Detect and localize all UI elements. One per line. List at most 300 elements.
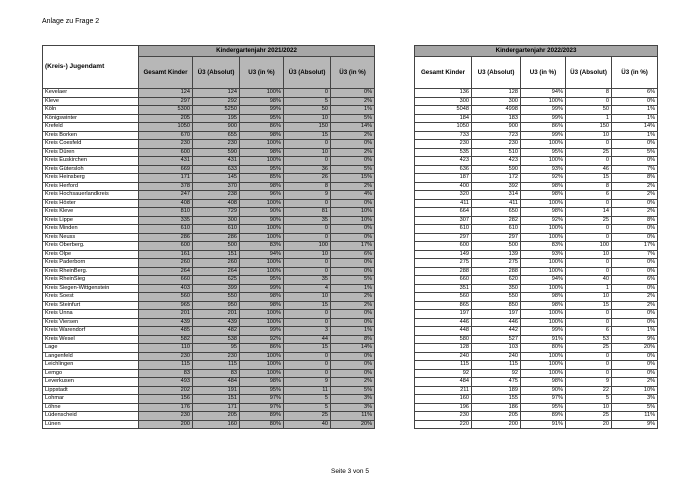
cell-value: 400 <box>415 182 472 191</box>
cell-value: 98% <box>240 182 284 191</box>
table-row <box>415 301 658 310</box>
table-row <box>415 97 658 106</box>
cell-value: 100% <box>521 140 566 149</box>
cell-value: 538 <box>193 335 240 344</box>
cell-value: 80% <box>240 420 284 429</box>
cell-value: 83% <box>521 242 566 251</box>
row-name: Lippstadt <box>43 386 139 395</box>
cell-value: 411 <box>415 199 472 208</box>
row-name: Kreis Minden <box>43 225 139 234</box>
cell-value: 600 <box>139 148 193 157</box>
cell-value: 0 <box>284 233 331 242</box>
cell-value: 297 <box>139 97 193 106</box>
row-name: Kevelaer <box>43 89 139 98</box>
cell-value: 211 <box>415 386 472 395</box>
cell-value: 723 <box>472 131 521 140</box>
row-name: Kreis Borken <box>43 131 139 140</box>
table-row <box>415 216 658 225</box>
cell-value: 965 <box>139 301 193 310</box>
table-row <box>415 284 658 293</box>
cell-value: 590 <box>472 165 521 174</box>
cell-value: 399 <box>193 284 240 293</box>
table-row <box>415 131 658 140</box>
cell-value: 582 <box>139 335 193 344</box>
column-header: Gesamt Kinder <box>415 57 472 89</box>
cell-value: 10 <box>284 114 331 123</box>
table-row <box>415 412 658 421</box>
cell-value: 900 <box>193 123 240 132</box>
cell-value: 10 <box>284 148 331 157</box>
cell-value: 484 <box>415 378 472 387</box>
cell-value: 100% <box>240 157 284 166</box>
row-name: Kreis Siegen-Wittgenstein <box>43 284 139 293</box>
cell-value: 0 <box>566 233 612 242</box>
cell-value: 25 <box>566 344 612 353</box>
table-row <box>43 148 375 157</box>
cell-value: 98% <box>240 378 284 387</box>
cell-value: 92 <box>415 369 472 378</box>
cell-value: 95% <box>240 386 284 395</box>
cell-value: 1050 <box>415 123 472 132</box>
cell-value: 99% <box>240 284 284 293</box>
row-name: Kreis RheinBerg. <box>43 267 139 276</box>
cell-value: 89% <box>521 412 566 421</box>
table-row <box>415 327 658 336</box>
table-row <box>43 403 375 412</box>
right-table <box>414 45 658 429</box>
cell-value: 950 <box>193 301 240 310</box>
cell-value: 97% <box>521 395 566 404</box>
page-footer: Seite 3 von 5 <box>331 468 369 475</box>
cell-value: 2% <box>612 191 658 200</box>
cell-value: 0 <box>284 225 331 234</box>
table-row <box>43 361 375 370</box>
cell-value: 5 <box>284 403 331 412</box>
cell-value: 205 <box>472 412 521 421</box>
row-name: Kleve <box>43 97 139 106</box>
row-name: Köln <box>43 106 139 115</box>
row-name: Kreis Coesfeld <box>43 140 139 149</box>
cell-value: 535 <box>415 148 472 157</box>
cell-value: 482 <box>193 327 240 336</box>
cell-value: 7% <box>612 165 658 174</box>
cell-value: 3% <box>612 395 658 404</box>
column-header: Gesamt Kinder <box>139 57 193 89</box>
cell-value: 92 <box>472 369 521 378</box>
cell-value: 95% <box>521 148 566 157</box>
cell-value: 100% <box>240 267 284 276</box>
cell-value: 850 <box>472 301 521 310</box>
cell-value: 8 <box>566 182 612 191</box>
cell-value: 264 <box>193 267 240 276</box>
cell-value: 97% <box>240 403 284 412</box>
cell-value: 510 <box>472 148 521 157</box>
cell-value: 1% <box>612 106 658 115</box>
cell-value: 448 <box>415 327 472 336</box>
cell-value: 100% <box>521 310 566 319</box>
cell-value: 0% <box>331 369 375 378</box>
cell-value: 92% <box>240 335 284 344</box>
cell-value: 2% <box>331 301 375 310</box>
cell-value: 408 <box>193 199 240 208</box>
column-header: Ü3 (Absolut) <box>284 57 331 89</box>
cell-value: 500 <box>193 242 240 251</box>
cell-value: 100% <box>521 369 566 378</box>
cell-value: 230 <box>139 352 193 361</box>
table-row <box>415 174 658 183</box>
cell-value: 161 <box>139 250 193 259</box>
cell-value: 5% <box>612 148 658 157</box>
table-row <box>415 114 658 123</box>
cell-value: 15 <box>566 301 612 310</box>
cell-value: 128 <box>472 89 521 98</box>
cell-value: 1% <box>331 106 375 115</box>
cell-value: 5 <box>284 97 331 106</box>
cell-value: 100% <box>521 259 566 268</box>
table-row <box>43 395 375 404</box>
table-row <box>415 395 658 404</box>
cell-value: 1% <box>331 284 375 293</box>
table-row <box>43 174 375 183</box>
cell-value: 484 <box>193 378 240 387</box>
row-name: Kreis Oberberg. <box>43 242 139 251</box>
cell-value: 95 <box>193 344 240 353</box>
row-name: Lage <box>43 344 139 353</box>
table-row <box>43 123 375 132</box>
cell-value: 260 <box>139 259 193 268</box>
cell-value: 590 <box>193 148 240 157</box>
table-row <box>43 233 375 242</box>
table-row <box>415 233 658 242</box>
cell-value: 411 <box>472 199 521 208</box>
cell-value: 15 <box>284 301 331 310</box>
cell-value: 98% <box>521 208 566 217</box>
cell-value: 50 <box>566 106 612 115</box>
cell-value: 378 <box>139 182 193 191</box>
cell-value: 230 <box>193 352 240 361</box>
cell-value: 25 <box>566 148 612 157</box>
cell-value: 6% <box>331 250 375 259</box>
column-header: U3 (in %) <box>521 57 566 89</box>
row-name: Kreis Heinsberg <box>43 174 139 183</box>
cell-value: 201 <box>139 310 193 319</box>
cell-value: 100 <box>284 242 331 251</box>
cell-value: 247 <box>139 191 193 200</box>
cell-value: 550 <box>193 293 240 302</box>
row-name: Kreis Viersen <box>43 318 139 327</box>
cell-value: 5% <box>612 403 658 412</box>
cell-value: 6% <box>612 89 658 98</box>
cell-value: 100% <box>521 361 566 370</box>
cell-value: 0% <box>331 267 375 276</box>
cell-value: 83 <box>139 369 193 378</box>
cell-value: 0 <box>566 157 612 166</box>
cell-value: 100% <box>521 225 566 234</box>
cell-value: 3 <box>284 327 331 336</box>
cell-value: 240 <box>472 352 521 361</box>
table-row <box>43 199 375 208</box>
cell-value: 98% <box>521 191 566 200</box>
row-name: Kreis Neuss <box>43 233 139 242</box>
table-row <box>43 208 375 217</box>
cell-value: 0 <box>284 199 331 208</box>
cell-value: 40 <box>566 276 612 285</box>
cell-value: 0 <box>284 267 331 276</box>
cell-value: 442 <box>472 327 521 336</box>
cell-value: 729 <box>193 208 240 217</box>
cell-value: 580 <box>415 335 472 344</box>
cell-value: 98% <box>240 97 284 106</box>
cell-value: 98% <box>240 148 284 157</box>
cell-value: 2% <box>612 208 658 217</box>
cell-value: 439 <box>139 318 193 327</box>
corner-label: (Kreis-) Jugendamt <box>43 46 139 89</box>
cell-value: 35 <box>284 216 331 225</box>
cell-value: 0 <box>284 352 331 361</box>
cell-value: 2% <box>612 301 658 310</box>
row-name: Krefeld <box>43 123 139 132</box>
cell-value: 95% <box>240 165 284 174</box>
cell-value: 83% <box>240 242 284 251</box>
cell-value: 139 <box>472 250 521 259</box>
cell-value: 0% <box>612 361 658 370</box>
cell-value: 92% <box>521 216 566 225</box>
cell-value: 8 <box>566 89 612 98</box>
row-name: Lüdenscheid <box>43 412 139 421</box>
table-row <box>415 250 658 259</box>
table-row <box>415 208 658 217</box>
table-row <box>43 310 375 319</box>
cell-value: 865 <box>415 301 472 310</box>
cell-value: 0 <box>566 259 612 268</box>
cell-value: 5300 <box>139 106 193 115</box>
cell-value: 264 <box>139 267 193 276</box>
cell-value: 5048 <box>415 106 472 115</box>
cell-value: 0% <box>612 310 658 319</box>
cell-value: 156 <box>139 395 193 404</box>
cell-value: 0 <box>566 225 612 234</box>
cell-value: 550 <box>472 293 521 302</box>
table-row <box>43 259 375 268</box>
row-name: Kreis Olpe <box>43 250 139 259</box>
cell-value: 100% <box>521 199 566 208</box>
cell-value: 94% <box>240 250 284 259</box>
cell-value: 184 <box>415 114 472 123</box>
table-row <box>415 165 658 174</box>
cell-value: 100 <box>566 242 612 251</box>
row-name: Kreis Lippe <box>43 216 139 225</box>
cell-value: 86% <box>521 123 566 132</box>
cell-value: 475 <box>472 378 521 387</box>
cell-value: 370 <box>193 182 240 191</box>
cell-value: 5% <box>331 276 375 285</box>
table-row <box>43 378 375 387</box>
row-name: Leichlingen <box>43 361 139 370</box>
cell-value: 230 <box>193 140 240 149</box>
cell-value: 15 <box>566 174 612 183</box>
cell-value: 5 <box>566 395 612 404</box>
cell-value: 0% <box>331 140 375 149</box>
table-row <box>415 361 658 370</box>
table-row <box>43 420 375 429</box>
cell-value: 288 <box>472 267 521 276</box>
cell-value: 0% <box>331 233 375 242</box>
cell-value: 100% <box>521 157 566 166</box>
cell-value: 0% <box>331 157 375 166</box>
cell-value: 95% <box>240 276 284 285</box>
cell-value: 97% <box>240 395 284 404</box>
table-row <box>415 157 658 166</box>
cell-value: 0% <box>612 199 658 208</box>
cell-value: 610 <box>193 225 240 234</box>
table-row <box>415 182 658 191</box>
cell-value: 1 <box>566 114 612 123</box>
cell-value: 664 <box>415 208 472 217</box>
cell-value: 91% <box>521 335 566 344</box>
cell-value: 240 <box>415 352 472 361</box>
cell-value: 90% <box>240 216 284 225</box>
cell-value: 22 <box>566 386 612 395</box>
cell-value: 2% <box>612 182 658 191</box>
table-row <box>415 335 658 344</box>
cell-value: 0% <box>612 233 658 242</box>
cell-value: 314 <box>472 191 521 200</box>
cell-value: 220 <box>415 420 472 429</box>
cell-value: 81 <box>284 208 331 217</box>
table-row <box>415 199 658 208</box>
cell-value: 560 <box>415 293 472 302</box>
cell-value: 171 <box>193 403 240 412</box>
table-row <box>43 335 375 344</box>
cell-value: 0 <box>566 369 612 378</box>
row-name: Kreis Herford <box>43 182 139 191</box>
cell-value: 633 <box>193 165 240 174</box>
column-header: Ü3 (in %) <box>612 57 658 89</box>
group-title-2022: Kindergartenjahr 2022/2023 <box>415 46 658 57</box>
cell-value: 98% <box>521 293 566 302</box>
cell-value: 100% <box>240 225 284 234</box>
table-row <box>43 284 375 293</box>
cell-value: 335 <box>139 216 193 225</box>
cell-value: 17% <box>612 242 658 251</box>
table-row <box>415 369 658 378</box>
cell-value: 625 <box>193 276 240 285</box>
cell-value: 95% <box>521 403 566 412</box>
cell-value: 6% <box>612 276 658 285</box>
cell-value: 4% <box>331 191 375 200</box>
cell-value: 136 <box>415 89 472 98</box>
cell-value: 9% <box>612 420 658 429</box>
cell-value: 171 <box>139 174 193 183</box>
row-name: Kreis Düren <box>43 148 139 157</box>
cell-value: 98% <box>521 378 566 387</box>
cell-value: 11 <box>284 386 331 395</box>
cell-value: 610 <box>415 225 472 234</box>
table-row <box>43 216 375 225</box>
cell-value: 351 <box>415 284 472 293</box>
cell-value: 230 <box>415 140 472 149</box>
cell-value: 423 <box>472 157 521 166</box>
cell-value: 86% <box>240 123 284 132</box>
cell-value: 8 <box>284 182 331 191</box>
cell-value: 1% <box>612 131 658 140</box>
cell-value: 446 <box>472 318 521 327</box>
cell-value: 5250 <box>193 106 240 115</box>
cell-value: 4998 <box>472 106 521 115</box>
cell-value: 10 <box>566 403 612 412</box>
cell-value: 191 <box>193 386 240 395</box>
cell-value: 0% <box>331 352 375 361</box>
cell-value: 14% <box>331 123 375 132</box>
cell-value: 93% <box>521 165 566 174</box>
column-header: U3 (Absolut) <box>472 57 521 89</box>
cell-value: 230 <box>415 412 472 421</box>
cell-value: 172 <box>472 174 521 183</box>
cell-value: 0 <box>566 267 612 276</box>
cell-value: 103 <box>472 344 521 353</box>
cell-value: 1 <box>566 284 612 293</box>
cell-value: 230 <box>139 140 193 149</box>
cell-value: 40 <box>284 420 331 429</box>
cell-value: 115 <box>139 361 193 370</box>
cell-value: 6 <box>566 191 612 200</box>
row-name: Kreis Warendorf <box>43 327 139 336</box>
column-header: Ü3 (Absolut) <box>566 57 612 89</box>
cell-value: 100% <box>240 369 284 378</box>
cell-value: 408 <box>139 199 193 208</box>
cell-value: 85% <box>240 174 284 183</box>
cell-value: 205 <box>139 114 193 123</box>
annex-title: Anlage zu Frage 2 <box>42 18 100 25</box>
cell-value: 300 <box>415 97 472 106</box>
cell-value: 151 <box>193 250 240 259</box>
table-row <box>43 250 375 259</box>
cell-value: 0 <box>284 157 331 166</box>
cell-value: 100% <box>521 284 566 293</box>
table-row <box>43 97 375 106</box>
cell-value: 98% <box>240 131 284 140</box>
cell-value: 0% <box>612 140 658 149</box>
cell-value: 100% <box>521 352 566 361</box>
row-name: Lünen <box>43 420 139 429</box>
cell-value: 660 <box>415 276 472 285</box>
cell-value: 2% <box>331 97 375 106</box>
cell-value: 26 <box>284 174 331 183</box>
cell-value: 403 <box>139 284 193 293</box>
cell-value: 1% <box>612 327 658 336</box>
cell-value: 100% <box>240 140 284 149</box>
cell-value: 2% <box>331 293 375 302</box>
cell-value: 36 <box>284 165 331 174</box>
cell-value: 86% <box>240 344 284 353</box>
cell-value: 150 <box>284 123 331 132</box>
table-row <box>43 157 375 166</box>
table-row <box>415 191 658 200</box>
cell-value: 0% <box>612 259 658 268</box>
cell-value: 100% <box>240 233 284 242</box>
table-row <box>415 386 658 395</box>
table-row <box>415 140 658 149</box>
cell-value: 560 <box>139 293 193 302</box>
table-row <box>415 267 658 276</box>
cell-value: 176 <box>139 403 193 412</box>
cell-value: 10% <box>612 386 658 395</box>
cell-value: 92% <box>521 174 566 183</box>
cell-value: 0% <box>331 259 375 268</box>
cell-value: 96% <box>240 191 284 200</box>
cell-value: 0 <box>284 89 331 98</box>
cell-value: 17% <box>331 242 375 251</box>
